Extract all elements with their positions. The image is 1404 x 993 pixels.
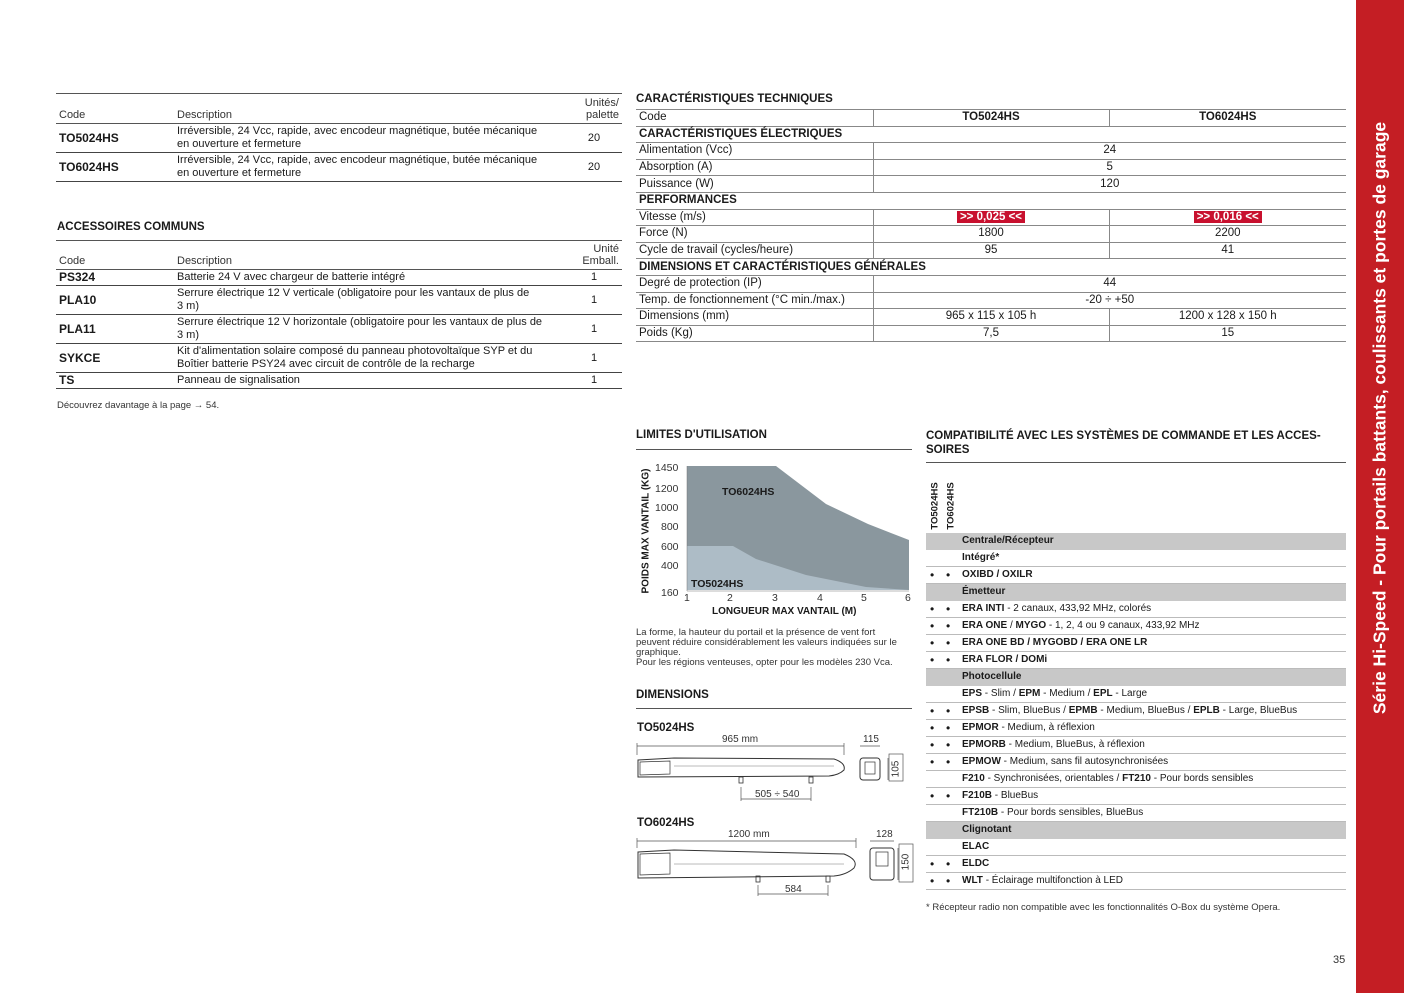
list-item: • • ERA INTI - 2 canaux, 433,92 MHz, colorés [926,601,1346,618]
tech-model-a: TO5024HS [873,110,1109,127]
table-row [56,270,622,286]
list-item: Intégré* [926,550,1346,567]
series-label-to5024hs: TO5024HS [691,578,744,590]
divider [636,449,912,450]
list-item: Clignotant [926,822,1346,839]
tech-label: Absorption (A) [636,159,873,176]
tech-value: -20 ÷ +50 [873,292,1346,309]
tech-code-label: Code [636,110,873,127]
tech-value: 41 [1109,242,1346,259]
compat-col-a: TO5024HS [929,482,941,530]
list-item: • • EPMOR - Medium, à réflexion [926,720,1346,737]
col-code: Code [56,94,174,124]
limits-note: La forme, la hauteur du portail et la présence de vent fort peuvent réduire considérablement les valeurs indiquées sur le graphique. Pour les régions venteuses, opter pour les modèles 230 Vca. [636,627,897,668]
accessories-title: ACCESSOIRES COMMUNS [57,221,205,233]
list-item: Émetteur [926,584,1346,601]
dim-height-2: 150 [900,853,912,871]
limits-title: LIMITES D'UTILISATION [636,429,767,441]
tech-value: 1200 x 128 x 150 h [1109,309,1346,326]
tech-value: 2200 [1109,226,1346,243]
dim-model-1: TO5024HS [637,722,695,734]
row-code: TO6024HS [56,153,174,182]
x-tick: 1 [684,592,690,604]
row-code: SYKCE [56,344,174,373]
tech-section-electric: CARACTÉRISTIQUES ÉLECTRIQUES [636,126,1346,143]
table-row [56,315,622,344]
accessories-table [56,240,622,389]
tech-label: Alimentation (Vcc) [636,143,873,160]
row-code: TO5024HS [56,124,174,153]
y-tick: 600 [661,541,679,553]
x-tick: 3 [772,592,778,604]
y-tick: 1450 [655,462,679,474]
tech-label: Temp. de fonctionnement (°C min./max.) [636,292,873,309]
row-description: Irréversible, 24 Vcc, rapide, avec encodeur magnétique, butée mécanique en ouverture et fermeture [174,124,566,153]
compat-footnote: * Récepteur radio non compatible avec les fonctionnalités O-Box du système Opera. [926,902,1281,913]
row-qty: 1 [566,373,622,389]
dim-model-2: TO6024HS [637,817,695,829]
tech-label: Cycle de travail (cycles/heure) [636,242,873,259]
side-banner-text: Série Hi-Speed - Pour portails battants, coulissants et portes de garage [1369,121,1390,715]
dim-length-1: 965 mm [722,734,759,745]
row-qty: 1 [566,286,622,315]
models-table [56,93,622,182]
row-description: Serrure électrique 12 V horizontale (obligatoire pour les vantaux de plus de 3 m) [174,315,566,344]
accessories-table-wrap [56,240,622,389]
side-banner [1356,0,1404,993]
dim-span-2: 584 [785,884,802,895]
divider [926,462,1346,463]
x-tick: 4 [817,592,823,604]
row-code: PLA11 [56,315,174,344]
tech-value: 120 [873,176,1346,193]
row-description: Kit d'alimentation solaire composé du panneau photovoltaïque SYP et du Boîtier batterie PSY24 avec circuit de contrôle de la recharge [174,344,566,373]
y-tick: 800 [661,521,679,533]
tech-section-dimensions: DIMENSIONS ET CARACTÉRISTIQUES GÉNÉRALES [636,259,1346,276]
tech-value: 15 [1109,325,1346,342]
list-item: • • ERA ONE / MYGO - 1, 2, 4 ou 9 canaux, 433,92 MHz [926,618,1346,635]
row-description: Serrure électrique 12 V verticale (obligatoire pour les vantaux de plus de 3 m) [174,286,566,315]
list-item: • • EPSB - Slim, BlueBus / EPMB - Medium, BlueBus / EPLB - Large, BlueBus [926,703,1346,720]
row-qty: 20 [566,124,622,153]
dim-height-1: 105 [890,760,902,778]
y-tick: 400 [661,560,679,572]
dim-width-1: 115 [863,734,879,745]
row-description: Batterie 24 V avec chargeur de batterie intégré [174,270,566,286]
col-units: Unité Emball. [566,241,622,270]
list-item: • • OXIBD / OXILR [926,567,1346,584]
tech-label: Dimensions (mm) [636,309,873,326]
tech-table-wrap [636,109,1346,342]
dim-span-1: 505 ÷ 540 [755,789,800,800]
table-row [56,153,622,182]
table-row [56,344,622,373]
dim-length-2: 1200 mm [728,829,770,840]
list-item: • • EPMOW - Medium, sans fil autosynchronisées [926,754,1346,771]
col-description: Description [174,94,566,124]
list-item: • • ERA ONE BD / MYGOBD / ERA ONE LR [926,635,1346,652]
tech-model-b: TO6024HS [1109,110,1346,127]
list-item: Centrale/Récepteur [926,533,1346,550]
tech-label: Force (N) [636,226,873,243]
tech-label: Puissance (W) [636,176,873,193]
table-row [56,373,622,389]
models-table-wrap [56,93,622,182]
list-item: • • ERA FLOR / DOMi [926,652,1346,669]
row-qty: 1 [566,344,622,373]
speed-highlight: >> 0,025 << [957,211,1025,223]
x-tick: 2 [727,592,733,604]
row-qty: 20 [566,153,622,182]
col-units: Unités/ palette [566,94,622,124]
accessories-note: Découvrez davantage à la page → 54. [57,400,220,411]
y-tick: 1200 [655,483,679,495]
x-axis-label: LONGUEUR MAX VANTAIL (M) [712,606,857,617]
row-qty: 1 [566,270,622,286]
col-description: Description [174,241,566,270]
list-item: ELAC [926,839,1346,856]
series-label-to6024hs: TO6024HS [722,486,775,498]
tech-value: 5 [873,159,1346,176]
y-axis-label: POIDS MAX VANTAIL (KG) [640,468,652,594]
list-item: F210 - Synchronisées, orientables / FT210 - Pour bords sensibles [926,771,1346,788]
dim-width-2: 128 [876,829,893,840]
page-number: 35 [1333,954,1346,966]
list-item: • • ELDC [926,856,1346,873]
dimensions-title: DIMENSIONS [636,689,709,701]
row-code: PS324 [56,270,174,286]
tech-value: 95 [873,242,1109,259]
tech-label: Poids (Kg) [636,325,873,342]
tech-value [873,209,1109,226]
list-item: FT210B - Pour bords sensibles, BlueBus [926,805,1346,822]
list-item: • • WLT - Éclairage multifonction à LED [926,873,1346,890]
y-tick: 1000 [655,502,679,514]
y-tick: 160 [661,587,679,599]
list-item: • • F210B - BlueBus [926,788,1346,805]
col-code: Code [56,241,174,270]
tech-section-performance: PERFORMANCES [636,192,1346,209]
list-item: • • EPMORB - Medium, BlueBus, à réflexion [926,737,1346,754]
tech-value [1109,209,1346,226]
compat-title: COMPATIBILITÉ AVEC LES SYSTÈMES DE COMMANDE ET LES ACCES- SOIRES [926,430,1321,456]
row-description: Panneau de signalisation [174,373,566,389]
motor-drawing-2 [634,830,914,900]
table-row [56,286,622,315]
tech-value: 965 x 115 x 105 h [873,309,1109,326]
list-item: Photocellule [926,669,1346,686]
row-description: Irréversible, 24 Vcc, rapide, avec encodeur magnétique, butée mécanique en ouverture et fermeture [174,153,566,182]
tech-value: 24 [873,143,1346,160]
row-code: PLA10 [56,286,174,315]
tech-value: 1800 [873,226,1109,243]
speed-highlight: >> 0,016 << [1194,211,1262,223]
row-qty: 1 [566,315,622,344]
list-item: EPS - Slim / EPM - Medium / EPL - Large [926,686,1346,703]
divider [636,708,912,709]
tech-value: 7,5 [873,325,1109,342]
table-row [56,124,622,153]
row-code: TS [56,373,174,389]
tech-title: CARACTÉRISTIQUES TECHNIQUES [636,93,833,105]
tech-label: Vitesse (m/s) [636,209,873,226]
x-tick: 5 [861,592,867,604]
tech-table [636,109,1346,342]
tech-value: 44 [873,275,1346,292]
compat-col-b: TO6024HS [945,482,957,530]
x-tick: 6 [905,592,911,604]
tech-label: Degré de protection (IP) [636,275,873,292]
